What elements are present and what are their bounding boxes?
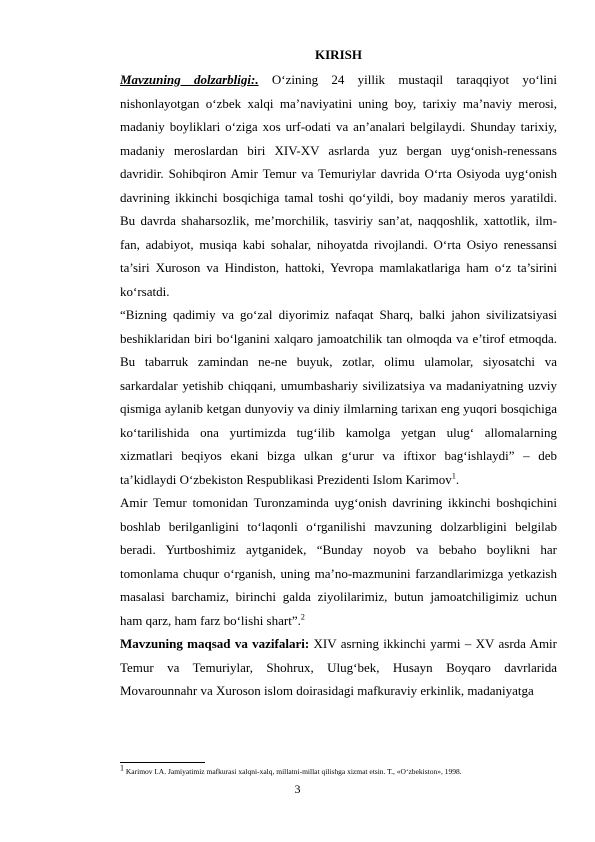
- footnote-text: Karimov I.A. Jamiyatimiz mafkurasi xalqni-xalq, millatni-millat qilishga xizmat etsin. T., «O‘zbekiston», 1998.: [124, 767, 462, 776]
- paragraph-goals: [120, 632, 557, 703]
- relevance-heading: Mavzuning dolzarbligi:.: [120, 72, 259, 87]
- footnote-marker: 1: [120, 763, 124, 773]
- footnote-divider: [120, 762, 205, 763]
- page-title: KIRISH: [315, 47, 362, 62]
- paragraph-relevance: [120, 68, 557, 303]
- paragraph-temur: [120, 491, 557, 632]
- goals-heading: Mavzuning maqsad va vazifalari:: [120, 636, 310, 651]
- quote-tail: .: [455, 471, 460, 487]
- footnote-ref-2[interactable]: 2: [300, 612, 305, 622]
- relevance-text: O‘zining 24 yillik mustaqil taraqqiyot yo‘lini nishonlayotgan o‘zbek xalqi ma’naviyatini uning boy, tarixiy ma’naviy merosi, madaniy boyliklari o‘ziga xos urf-odati va an’analari belgilaydi. Shunday tarixiy, madaniy meroslardan biri XIV-XV asrlarda yuz bergan uyg‘onish-renessans davridir. Sohibqiron Amir Temur va Temuriylar davrida O‘rta Osiyoda uyg‘onish davrining ikkinchi bosqichiga tamal toshi qo‘yildi, boy madaniy meros yaratildi. Bu davrda shaharsozlik, me’morchilik, tasviriy san’at, naqqoshlik, xattotlik, ilm-fan, adabiyot, musiqa kabi sohalar, nihoyatda rivojlandi. O‘rta Osiyo renessansi ta’siri Xuroson va Hindiston, hattoki, Yevropa mamlakatlariga ham o‘z ta’sirini ko‘rsatdi.: [120, 72, 557, 299]
- body-text: [120, 45, 557, 703]
- quote-text: “Bizning qadimiy va go‘zal diyorimiz nafaqat Sharq, balki jahon sivilizatsiyasi beshiklaridan biri bo‘lganini xalqaro jamoatchilik tan olmoqda va e’tirof etmoqda. Bu tabarruk zamindan ne-ne buyuk, zotlar, olimu ulamolar, siyosatchi va sarkardalar yetishib chiqqani, umumbashariy sivilizatsiya va madaniyatning uzviy qismiga aylanib ketgan dunyoviy va diniy ilmlarning tarixan eng yuqori bosqichiga ko‘tarilishida ona yurtimizda tug‘ilib kamolga yetgan ulug‘ allomalarning xizmatlari beqiyos ekani bizga ulkan g‘urur va iftixor bag‘ishlaydi” – deb ta’kidlaydi O‘zbekiston Respublikasi Prezidenti Islom Karimov: [120, 307, 557, 487]
- page-number: 3: [294, 782, 301, 796]
- footnote: [120, 763, 560, 777]
- temur-text: Amir Temur tomonidan Turonzaminda uyg‘onish davrining ikkinchi boshqichini boshlab berilganligini to‘laqonli o‘rganilishi mavzuning dolzarbligini belgilab beradi. Yurtboshimiz aytganidek, “Bunday noyob va bebaho boylikni har tomonlama chuqur o‘rganish, uning ma’no-mazmunini farzandlarimizga yetkazish masalasi barchamiz, birinchi galda ziyolilarimiz, butun jamoatchiligimiz uchun ham qarz, ham farz bo‘lishi shart”.: [120, 495, 557, 628]
- paragraph-quote: [120, 303, 557, 491]
- goals-text: XIV asrning ikkinchi yarmi – XV asrda Amir Temur va Temuriylar, Shohrux, Ulug‘bek, Husayn Boyqaro davrlarida Movarounnahr va Xuroson islom doirasidagi mafkuraviy erkinlik, madaniyatga: [120, 636, 557, 698]
- footnote-ref-1[interactable]: 1: [451, 471, 456, 481]
